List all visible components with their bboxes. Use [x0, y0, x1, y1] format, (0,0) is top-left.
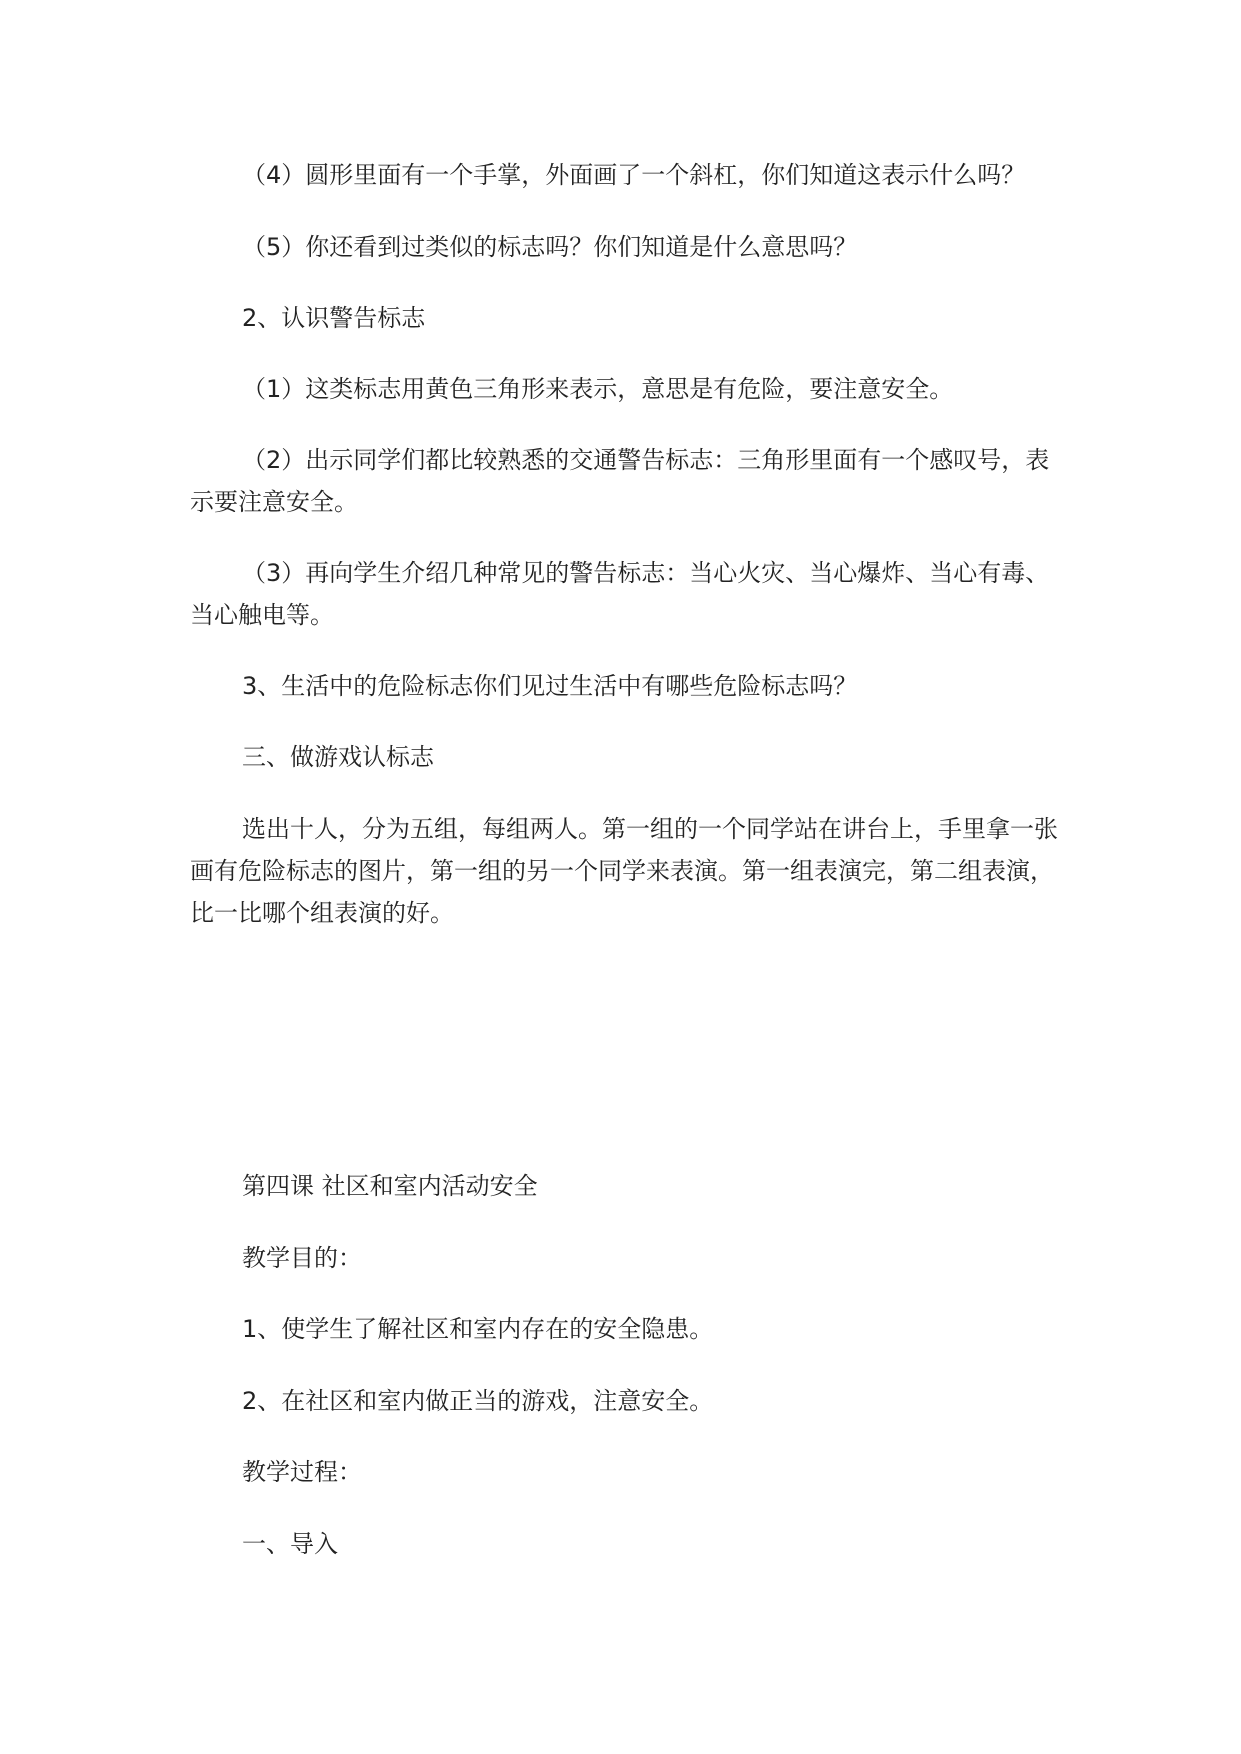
section-three-game: 三、做游戏认标志: [242, 743, 434, 771]
section-3-danger-signs: 3、生活中的危险标志你们见过生活中有哪些危险标志吗？: [242, 672, 858, 700]
section-2-warning-signs: 2、认识警告标志: [242, 304, 426, 332]
teaching-objectives-heading: 教学目的：: [242, 1244, 362, 1272]
objective-2: 2、在社区和室内做正当的游戏，注意安全。: [242, 1387, 714, 1415]
paragraph-5-similar-signs: （5）你还看到过类似的标志吗？你们知道是什么意思吗？: [242, 233, 858, 261]
lesson-title: 第四课 社区和室内活动安全: [242, 1172, 538, 1200]
objective-1: 1、使学生了解社区和室内存在的安全隐患。: [242, 1315, 714, 1343]
paragraph-3-common-warnings: （3）再向学生介绍几种常见的警告标志：当心火灾、当心爆炸、当心有毒、当心触电等。: [190, 559, 1050, 629]
section-one-introduction: 一、导入: [242, 1530, 338, 1558]
paragraph-4-sign-meaning: （4）圆形里面有一个手掌，外面画了一个斜杠，你们知道这表示什么吗？: [242, 161, 1026, 189]
paragraph-game-rules: 选出十人，分为五组，每组两人。第一组的一个同学站在讲台上，手里拿一张画有危险标志的图片，第一组的另一个同学来表演。第一组表演完，第二组表演，比一比哪个组表演的好。: [190, 815, 1058, 927]
paragraph-1-yellow-triangle: （1）这类标志用黄色三角形来表示，意思是有危险，要注意安全。: [242, 375, 954, 403]
teaching-process-heading: 教学过程：: [242, 1458, 362, 1486]
paragraph-2-traffic-warning: （2）出示同学们都比较熟悉的交通警告标志：三角形里面有一个感叹号，表示要注意安全。: [190, 446, 1050, 516]
